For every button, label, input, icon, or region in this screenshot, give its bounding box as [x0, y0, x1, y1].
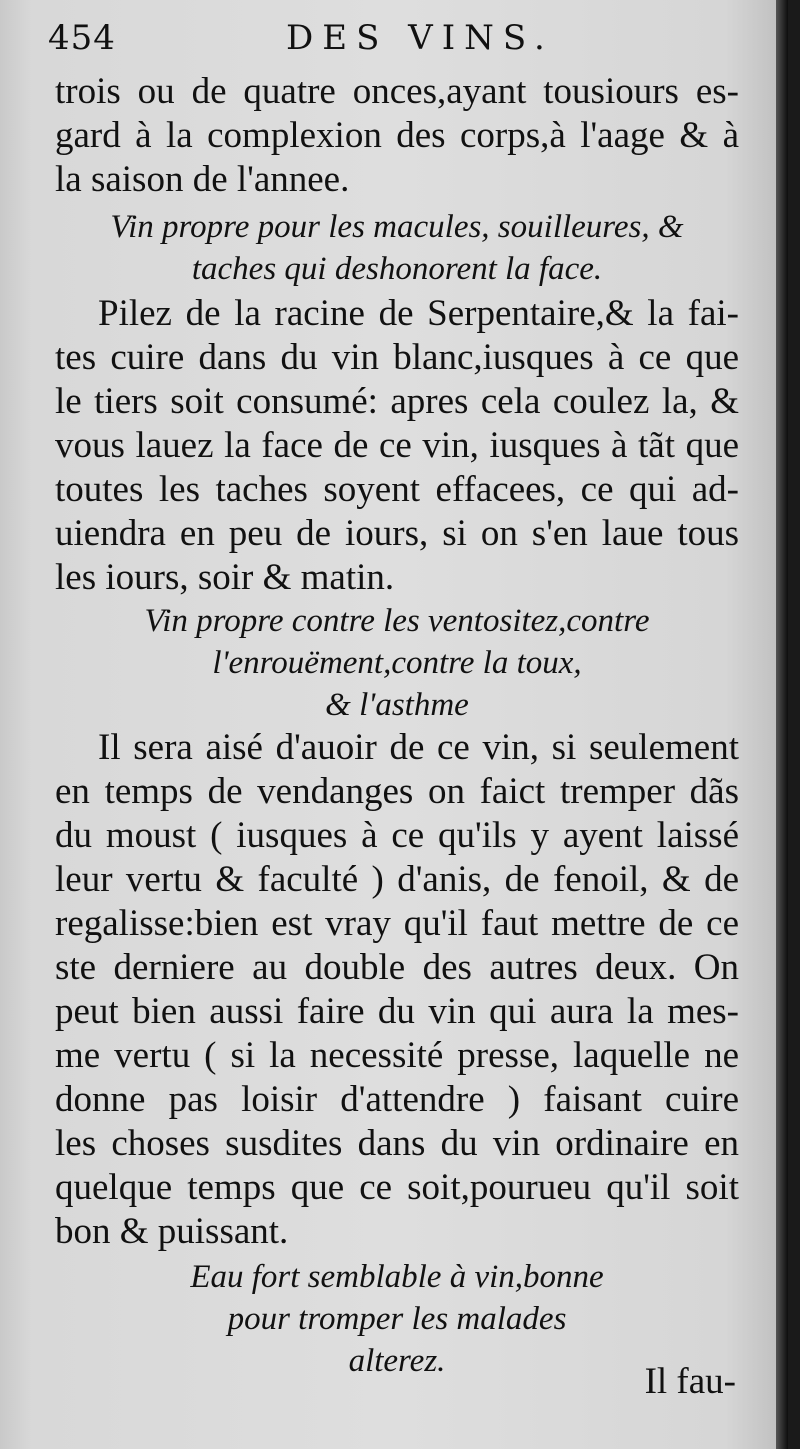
catchword: Il fau- [644, 1361, 736, 1402]
text-line: bon & puissant. [55, 1211, 289, 1252]
text-line: les iours, soir & matin. [55, 557, 395, 598]
text-line: tes cuire dans du vin blanc,iusques à ce que [55, 337, 739, 378]
page-spine [776, 0, 788, 1449]
text-line: du moust ( iusques à ce qu'ils y ayent laissé [55, 815, 739, 856]
section-heading-line: Eau fort semblable à vin,bonne [190, 1259, 604, 1295]
section-heading-line: pour tromper les malades [227, 1301, 567, 1337]
text-line: me vertu ( si la necessité presse, laquelle ne [55, 1035, 739, 1076]
text-line: donne pas loisir d'attendre ) faisant cuire [55, 1079, 739, 1120]
text-line: peut bien aussi faire du vin qui aura la mes- [55, 991, 739, 1032]
text-line: uiendra en peu de iours, si on s'en laue tous [55, 513, 739, 554]
page-number: 454 [48, 18, 116, 58]
text-line: ste derniere au double des autres deux. On [55, 947, 739, 988]
text-line: en temps de vendanges on faict tremper dãs [55, 771, 739, 812]
text-line: leur vertu & faculté ) d'anis, de fenoil, & de [55, 859, 739, 900]
text-line: les choses susdites dans du vin ordinaire en [55, 1123, 739, 1164]
text-line: la saison de l'annee. [55, 159, 350, 200]
text-line: trois ou de quatre onces,ayant tousiours es- [55, 71, 739, 112]
section-heading-line: alterez. [348, 1343, 446, 1379]
section-heading-line: Vin propre contre les ventositez,contre [144, 603, 650, 639]
text-line: le tiers soit consumé: apres cela coulez la, & [55, 381, 739, 422]
page-header [48, 14, 748, 60]
text-line: Pilez de la racine de Serpentaire,& la fai- [98, 293, 739, 334]
text-line: gard à la complexion des corps,à l'aage & à [55, 115, 739, 156]
running-head: DES VINS. [286, 18, 554, 58]
text-line: Il sera aisé d'auoir de ce vin, si seulement [98, 727, 739, 768]
text-line: vous lauez la face de ce vin, iusques à tãt que [55, 425, 739, 466]
section-heading-line: l'enrouëment,contre la toux, [212, 645, 582, 681]
section-heading-line: taches qui deshonorent la face. [191, 251, 603, 287]
text-line: quelque temps que ce soit,pourueu qu'il soit [55, 1167, 739, 1208]
text-line: regalisse:bien est vray qu'il faut mettre de ce [55, 903, 739, 944]
section-heading-line: Vin propre pour les macules, souilleures, & [110, 209, 684, 245]
text-line: toutes les taches soyent effacees, ce qui ad- [55, 469, 739, 510]
section-heading-line: & l'asthme [325, 687, 469, 723]
